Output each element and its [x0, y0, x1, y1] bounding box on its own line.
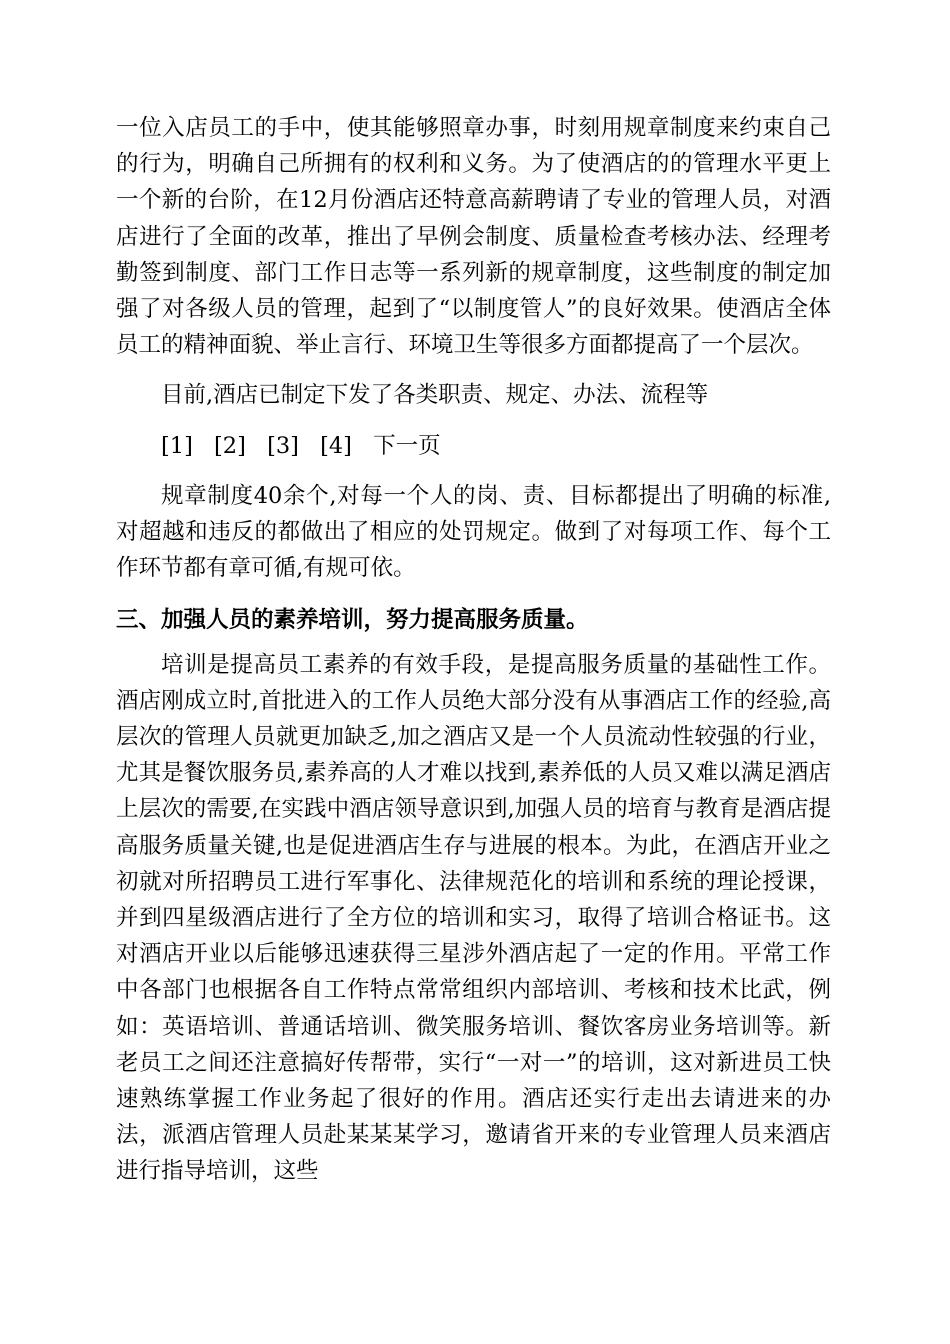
paragraph-continued: 一位入店员工的手中，使其能够照章办事，时刻用规章制度来约束自己的行为，明确自己所拥有的权利和义务。为了使酒店的的管理水平更上一个新的台阶，在12月份酒店还特意高薪聘请了专业的管理人员，对酒店进行了全面的改革，推出了早例会制度、质量检查考核办法、经理考勤签到制度、部门工作日志等一系列新的规章制度，这些制度的制定加强了对各级人员的管理，起到了“以制度管人”的良好效果。使酒店全体员工的精神面貌、举止言行、环境卫生等很多方面都提高了一个层次。	[116, 115, 831, 359]
paragraph-training: 培训是提高员工素养的有效手段，是提高服务质量的基础性工作。酒店刚成立时,首批进入的工作人员绝大部分没有从事酒店工作的经验,高层次的管理人员就更加缺乏,加之酒店又是一个人员流动性较强的行业，尤其是餐饮服务员,素养高的人才难以找到,素养低的人员又难以满足酒店上层次的需要,在实践中酒店领导意识到,加强人员的培育与教育是酒店提高服务质量关键,也是促进酒店生存与进展的根本。为此，在酒店开业之初就对所招聘员工进行军事化、法律规范化的培训和系统的理论授课，并到四星级酒店进行了全方位的培训和实习，取得了培训合格证书。这对酒店开业以后能够迅速获得三星涉外酒店起了一定的作用。平常工作中各部门也根据各自工作特点常常组织内部培训、考核和技术比武，例如：英语培训、普通话培训、微笑服务培训、餐饮客房业务培训等。新老员工之间还注意搞好传帮带，实行“一对一”的培训，这对新进员工快速熟练掌握工作业务起了很好的作用。酒店还实行走出去请进来的办法，派酒店管理人员赴某某某学习，邀请省开来的专业管理人员来酒店进行指导培训，这些	[116, 651, 831, 1185]
page-link-2[interactable]: [2]	[214, 432, 246, 459]
page-link-1[interactable]: [1]	[161, 432, 193, 459]
paragraph-rules: 规章制度40余个,对每一个人的岗、责、目标都提出了明确的标准,对超越和违反的都做出了相应的处罚规定。做到了对每项工作、每个工作环节都有章可循,有规可依。	[116, 482, 831, 582]
document-page	[116, 110, 831, 1190]
page-link-4[interactable]: [4]	[320, 432, 352, 459]
paragraph-current: 目前,酒店已制定下发了各类职责、规定、办法、流程等	[161, 382, 709, 409]
pagination	[116, 428, 831, 464]
next-page-link[interactable]: 下一页	[373, 432, 441, 459]
page-link-3[interactable]: [3]	[267, 432, 299, 459]
section-heading: 三、加强人员的素养培训，努力提高服务质量。	[116, 607, 589, 634]
